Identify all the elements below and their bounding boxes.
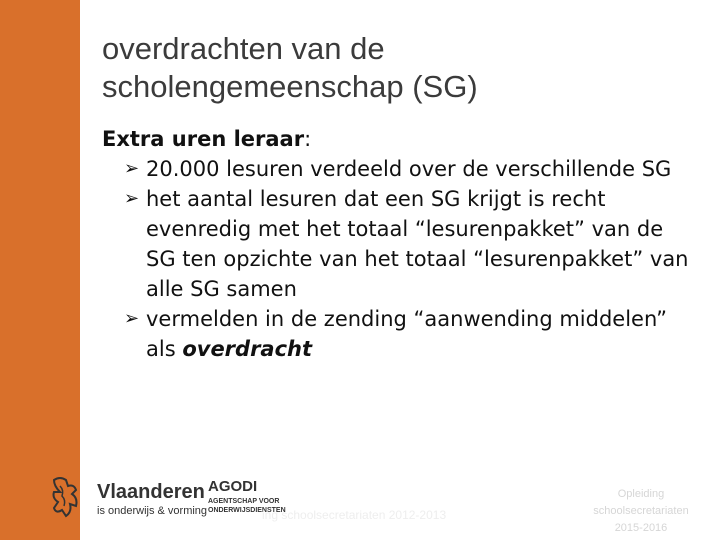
arrow-bullet-icon: ➢ [124,188,140,209]
arrow-bullet-icon: ➢ [124,158,140,179]
arrow-bullet-icon: ➢ [124,308,140,329]
agodi-subtitle-line: ONDERWIJSDIENSTEN [208,507,286,514]
bullet-item [102,154,692,184]
bullet-item [102,184,692,304]
section-heading [102,124,692,154]
heading-colon: : [304,127,312,151]
footer-right-line: Opleiding [617,488,665,500]
footer-right-text [578,486,704,537]
title-line-2: scholengemeenschap (SG) [102,69,478,104]
footer-right-line: schoolsecretariaten [593,505,689,517]
vlaanderen-lion-logo-icon [48,474,84,520]
footer-center-text: ing schoolsecretariaten 2012-2013 [262,508,447,522]
footer-right-line: 2015-2016 [614,522,668,534]
bullet-emphasis: overdracht [182,337,313,361]
bullet-text: vermelden in de zending “aanwending middelen” als [146,307,668,361]
accent-side-bar [0,0,80,540]
slide-title [102,30,702,106]
heading-text: Extra uren leraar [102,127,305,151]
slide-body [102,124,692,364]
vlaanderen-tagline: is onderwijs & vorming [97,505,208,517]
bullet-list [102,154,692,364]
vlaanderen-name: Vlaanderen [97,481,205,503]
bullet-text: 20.000 lesuren verdeeld over de verschillende SG [146,157,672,181]
title-line-1: overdrachten van de [102,31,385,66]
bullet-text: het aantal lesuren dat een SG krijgt is recht evenredig met het totaal “lesurenpakket” van de SG ten opzichte van het totaal “lesurenpakket” van alle SG samen [146,187,689,301]
agodi-subtitle-line: AGENTSCHAP VOOR [208,498,280,505]
agodi-name: AGODI [208,478,258,495]
bullet-item [102,304,692,364]
